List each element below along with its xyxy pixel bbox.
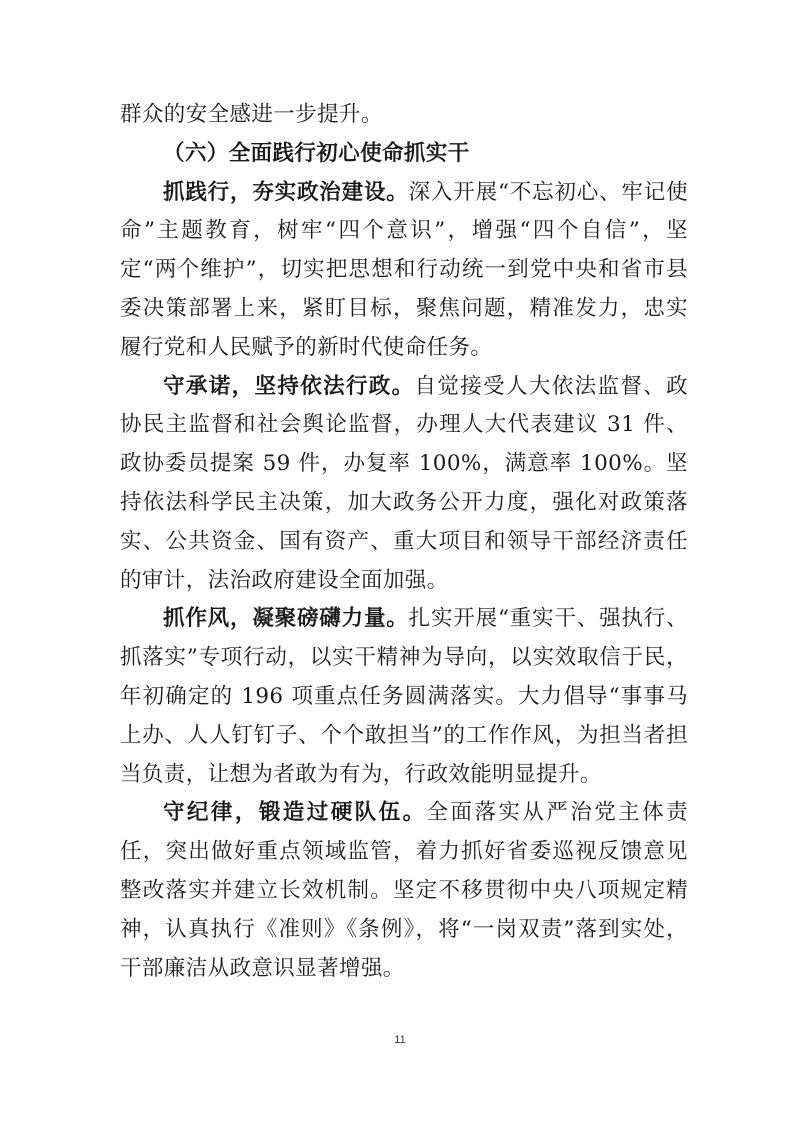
document-body [120,96,688,988]
paragraph-text: 自觉接受人大依法监督、政协民主监督和社会舆论监督，办理人大代表建议 31 件、政协委员提案 59 件，办复率 100%，满意率 100%。坚持依法科学民主决策，加大政务公开力度，强化对政策落实、公共资金、国有资产、重大项目和领导干部经济责任的审计，法治政府建设全面加强。 [120,373,688,593]
paragraph-law [120,368,688,601]
paragraph-text: 扎实开展“重实干、强执行、抓落实”专项行动，以实干精神为导向，以实效取信于民，年初确定的 196 项重点任务圆满落实。大力倡导“事事马上办、人人钉钉子、个个敢担当”的工作作风，为担当者担当负责，让想为者敢为有为，行政效能明显提升。 [120,606,688,787]
paragraph-lead: 守纪律，锻造过硬队伍。 [163,800,427,826]
paragraph-lead: 抓作风，凝聚磅礴力量。 [163,606,409,632]
paragraph-discipline [120,794,688,988]
continuation-paragraph [120,96,688,135]
paragraph-practice [120,174,688,368]
page-number: 11 [394,1034,406,1046]
section-heading [120,135,688,174]
paragraph-style [120,600,688,794]
paragraph-text: 群众的安全感进一步提升。 [120,102,383,127]
section-heading-text: （六）全面践行初心使命抓实干 [163,140,470,166]
paragraph-lead: 守承诺，坚持依法行政。 [163,373,415,399]
paragraph-text: 全面落实从严治党主体责任，突出做好重点领域监管，着力抓好省委巡视反馈意见整改落实并建立长效机制。坚定不移贯彻中央八项规定精神，认真执行《准则》《条例》，将“一岗双责”落到实处，干部廉洁从政意识显著增强。 [120,800,688,981]
paragraph-lead: 抓践行，夯实政治建设。 [163,179,409,205]
paragraph-text: 深入开展“不忘初心、牢记使命”主题教育，树牢“四个意识”，增强“四个自信”，坚定“两个维护”，切实把思想和行动统一到党中央和省市县委决策部署上来，紧盯目标，聚焦问题，精准发力，忠实履行党和人民赋予的新时代使命任务。 [120,179,688,360]
